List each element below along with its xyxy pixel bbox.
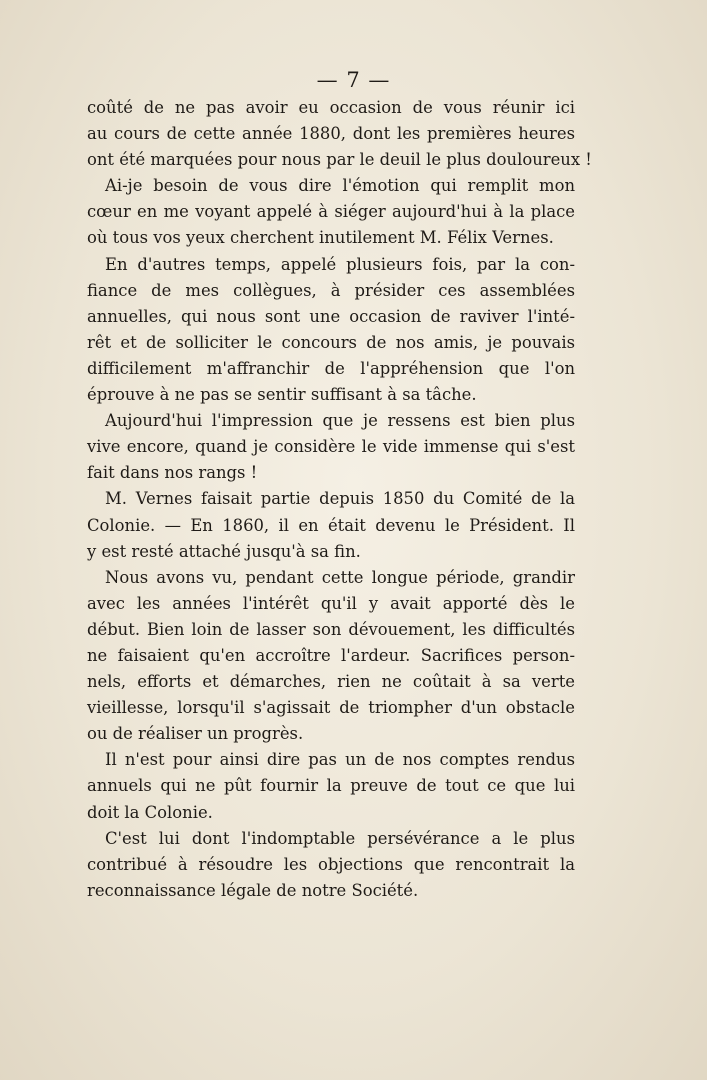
text-line: M. Vernes faisait partie depuis 1850 du Comité de la: [105, 489, 575, 509]
text-line: fiance de mes collègues, à présider ces assemblées: [87, 280, 575, 300]
text-line: annuelles, qui nous sont une occasion de raviver l'inté-: [87, 306, 575, 326]
paragraph: [87, 747, 575, 825]
text-line: où tous vos yeux cherchent inutilement M. Félix Vernes.: [87, 228, 554, 248]
text-line: vieillesse, lorsqu'il s'agissait de triompher d'un obstacle: [87, 698, 575, 718]
text-line: nels, efforts et démarches, rien ne coûtait à sa verte: [87, 672, 575, 692]
text-line: éprouve à ne pas se sentir suffisant à sa tâche.: [87, 385, 477, 405]
text-line: avec les années l'intérêt qu'il y avait apporté dès le: [87, 593, 575, 613]
text-line: cœur en me voyant appelé à siéger aujourd'hui à la place: [87, 202, 575, 222]
paragraph: [87, 826, 575, 904]
text-line: En d'autres temps, appelé plusieurs fois, par la con-: [105, 254, 575, 274]
text-line: doit la Colonie.: [87, 802, 213, 822]
text-line: Nous avons vu, pendant cette longue période, grandir: [105, 567, 575, 587]
page-number: — 7 —: [316, 68, 391, 92]
text-line: au cours de cette année 1880, dont les premières heures: [87, 124, 575, 144]
text-line: Ai-je besoin de vous dire l'émotion qui remplit mon: [105, 176, 575, 196]
text-line: fait dans nos rangs !: [87, 463, 258, 483]
text-line: ont été marquées pour nous par le deuil le plus douloureux !: [87, 150, 592, 170]
text-line: reconnaissance légale de notre Société.: [87, 880, 419, 900]
text-line: y est resté attaché jusqu'à sa fin.: [87, 541, 361, 561]
text-line: vive encore, quand je considère le vide immense qui s'est: [87, 437, 575, 457]
paragraph: [87, 408, 575, 486]
paragraph: [87, 95, 592, 173]
body-text: [87, 95, 592, 904]
text-line: C'est lui dont l'indomptable persévérance a le plus: [105, 828, 575, 848]
text-line: ne faisaient qu'en accroître l'ardeur. Sacrifices person-: [87, 645, 575, 665]
text-line: difficilement m'affranchir de l'appréhension que l'on: [87, 358, 575, 378]
text-line: Il n'est pour ainsi dire pas un de nos comptes rendus: [105, 750, 575, 770]
paragraph: [87, 486, 575, 564]
paragraph: [87, 173, 575, 251]
text-line: rêt et de solliciter le concours de nos amis, je pouvais: [87, 332, 575, 352]
text-line: ou de réaliser un progrès.: [87, 724, 304, 744]
paragraph: [87, 565, 575, 748]
text-line: début. Bien loin de lasser son dévouement, les difficultés: [87, 619, 575, 639]
text-line: Colonie. — En 1860, il en était devenu le Président. Il: [87, 515, 575, 535]
text-line: contribué à résoudre les objections que rencontrait la: [87, 854, 575, 874]
text-line: Aujourd'hui l'impression que je ressens est bien plus: [105, 411, 575, 431]
text-line: coûté de ne pas avoir eu occasion de vous réunir ici: [87, 98, 575, 117]
paragraph: [87, 252, 575, 409]
text-line: annuels qui ne pût fournir la preuve de tout ce que lui: [87, 776, 575, 796]
